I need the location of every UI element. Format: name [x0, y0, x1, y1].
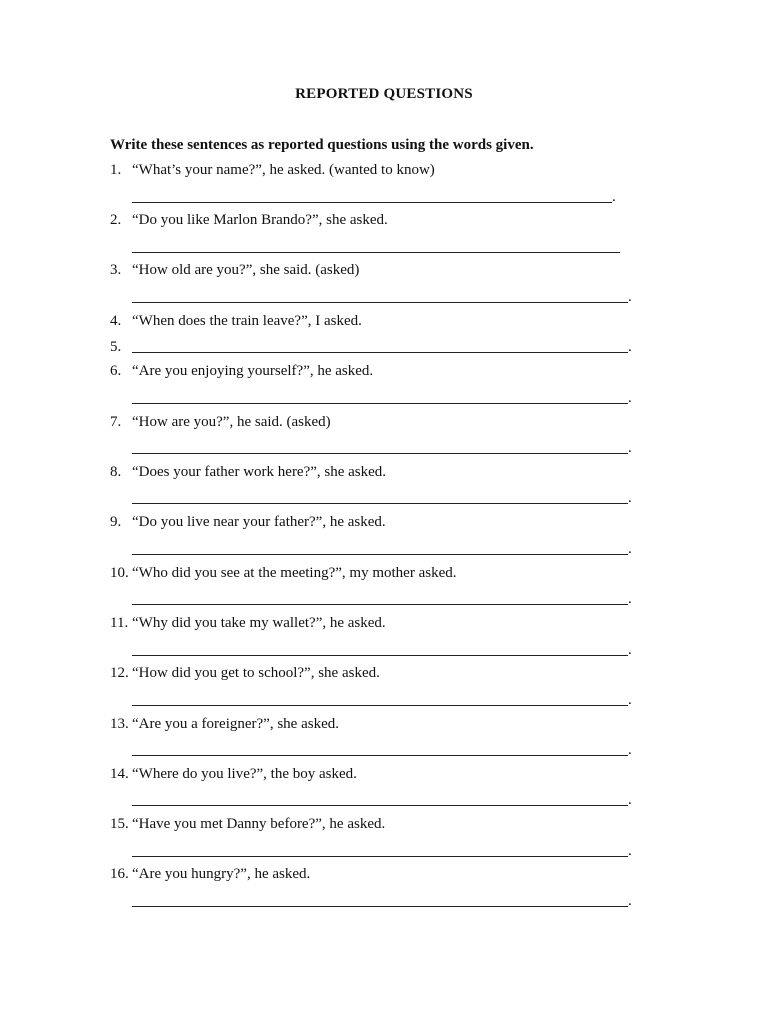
answer-rule [132, 503, 628, 504]
question-number: 6. [110, 363, 122, 379]
question-number: 8. [110, 464, 122, 480]
answer-period: . [628, 692, 632, 708]
question-text: “Are you enjoying yourself?”, he asked. [132, 363, 374, 379]
question-text: “When does the train leave?”, I asked. [132, 313, 362, 329]
answer-period: . [628, 843, 632, 859]
answer-period: . [628, 339, 632, 355]
question-text: “Why did you take my wallet?”, he asked. [132, 615, 386, 631]
question-number: 13. [110, 716, 129, 732]
answer-rule [132, 705, 628, 706]
question-number: 7. [110, 414, 122, 430]
answer-rule [132, 856, 628, 857]
question-number: 9. [110, 514, 122, 530]
question-number: 14. [110, 766, 129, 782]
question-text: “Do you live near your father?”, he asked. [132, 514, 386, 530]
question-text: “Have you met Danny before?”, he asked. [132, 816, 386, 832]
question-number: 5. [110, 339, 122, 355]
question-text: “Where do you live?”, the boy asked. [132, 766, 357, 782]
answer-rule [132, 805, 628, 806]
answer-period: . [628, 893, 632, 909]
answer-period: . [628, 642, 632, 658]
answer-period: . [628, 289, 632, 305]
question-number: 16. [110, 866, 129, 882]
answer-rule [132, 755, 628, 756]
question-text: “Does your father work here?”, she asked. [132, 464, 387, 480]
worksheet-instructions: Write these sentences as reported questions using the words given. [110, 137, 534, 153]
question-number: 2. [110, 212, 122, 228]
answer-period: . [628, 490, 632, 506]
question-number: 10. [110, 565, 129, 581]
question-number: 12. [110, 665, 129, 681]
question-text: “How are you?”, he said. (asked) [132, 414, 331, 430]
answer-rule [132, 403, 628, 404]
answer-rule [132, 202, 612, 203]
question-number: 1. [110, 162, 122, 178]
question-text: “Are you a foreigner?”, she asked. [132, 716, 339, 732]
question-text: “What’s your name?”, he asked. (wanted to know) [132, 162, 435, 178]
answer-rule [132, 252, 620, 253]
answer-rule [132, 554, 628, 555]
answer-rule [132, 604, 628, 605]
question-number: 3. [110, 262, 122, 278]
answer-rule [132, 655, 628, 656]
question-number: 15. [110, 816, 129, 832]
worksheet-title: REPORTED QUESTIONS [295, 86, 473, 102]
answer-rule [132, 352, 628, 353]
question-text: “How old are you?”, she said. (asked) [132, 262, 360, 278]
answer-period: . [628, 591, 632, 607]
question-number: 11. [110, 615, 129, 631]
answer-rule [132, 302, 628, 303]
answer-period: . [628, 440, 632, 456]
question-text: “Do you like Marlon Brando?”, she asked. [132, 212, 388, 228]
question-number: 4. [110, 313, 122, 329]
question-text: “Who did you see at the meeting?”, my mother asked. [132, 565, 457, 581]
answer-period: . [628, 541, 632, 557]
question-text: “How did you get to school?”, she asked. [132, 665, 380, 681]
answer-period: . [628, 792, 632, 808]
answer-rule [132, 906, 628, 907]
answer-period: . [612, 189, 616, 205]
answer-rule [132, 453, 628, 454]
question-text: “Are you hungry?”, he asked. [132, 866, 311, 882]
answer-period: . [628, 390, 632, 406]
answer-period: . [628, 742, 632, 758]
